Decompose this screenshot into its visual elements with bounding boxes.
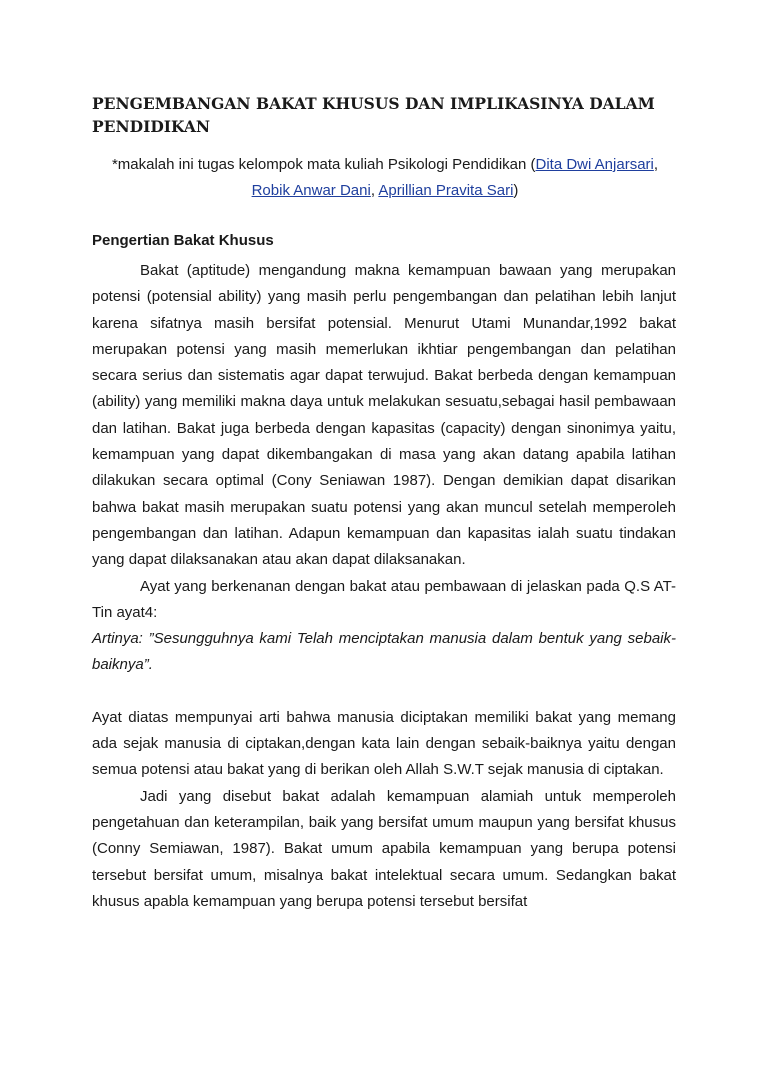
- paragraph-conclusion: Jadi yang disebut bakat adalah kemampuan alamiah untuk memperoleh pengetahuan dan keterampilan, baik yang bersifat umum maupun yang bersifat khusus (Conny Semiawan, 1987). Bakat umum apabila kemampuan yang berupa potensi tersebut bersifat umum, misalnya bakat intelektual secara umum. Sedangkan bakat khusus apabla kemampuan yang berupa potensi tersebut bersifat: [92, 787, 676, 910]
- paragraph-verse-meaning: Ayat diatas mempunyai arti bahwa manusia diciptakan memiliki bakat yang memang ada sejak manusia di ciptakan,dengan kata lain dengan sebaik-baiknya yaitu dengan semua potensi atau bakat yang di berikan oleh Allah S.W.T sejak manusia di ciptakan.: [92, 708, 676, 779]
- document-title: PENGEMBANGAN BAKAT KHUSUS DAN IMPLIKASINYA DALAM PENDIDIKAN: [92, 94, 655, 136]
- paragraph-spacer: [92, 679, 676, 705]
- note-prefix: *makalah ini tugas kelompok mata kuliah Psikologi Pendidikan (: [111, 156, 536, 173]
- note-separator: ,: [653, 156, 659, 173]
- paragraph-quran-intro: Ayat yang berkenanan dengan bakat atau pembawaan di jelaskan pada Q.S AT-Tin ayat4:: [92, 577, 676, 621]
- author-link-robik[interactable]: Robik Anwar Dani: [251, 182, 371, 199]
- paragraph-definition: Bakat (aptitude) mengandung makna kemampuan bawaan yang merupakan potensi (potensial ability) yang masih perlu pengembangan dan pelatihan lebih lanjut karena sifatnya masih bersifat potensial. Menurut Utami Munandar,1992 bakat merupakan potensi yang masih memerlukan ikhtiar pengembangan dan pelatihan secara serius dan sistematis agar dapat terwujud. Bakat berbeda dengan kemampuan (ability) yang memiliki makna daya untuk melakukan sesuatu,sebagai hasil pembawaan dan latihan. Bakat juga berbeda dengan kapasitas (capacity) dengan sinonimya yaitu, kemampuan yang dapat dikembangakan di masa yang akan datang apabila latihan dilakukan secara optimal (Cony Seniawan 1987). Dengan demikian dapat disarikan bahwa bakat masih merupakan suatu potensi yang akan muncul setelah memperoleh pengembangan dan latihan. Adapun kemampuan dan kapasitas ialah suatu tindakan yang dapat dilaksanakan atau akan dapat dilaksanakan.: [92, 262, 676, 569]
- author-note: [92, 152, 678, 204]
- note-separator: ,: [370, 182, 379, 199]
- section-heading: Pengertian Bakat Khusus: [92, 232, 274, 249]
- note-suffix: ): [513, 182, 519, 199]
- paragraph-quran-translation: Artinya: ”Sesungguhnya kami Telah menciptakan manusia dalam bentuk yang sebaik-baiknya”.: [92, 630, 676, 674]
- document-body: [92, 258, 676, 915]
- author-link-dita[interactable]: Dita Dwi Anjarsari: [535, 156, 654, 173]
- author-link-aprillian[interactable]: Aprillian Pravita Sari: [378, 182, 514, 199]
